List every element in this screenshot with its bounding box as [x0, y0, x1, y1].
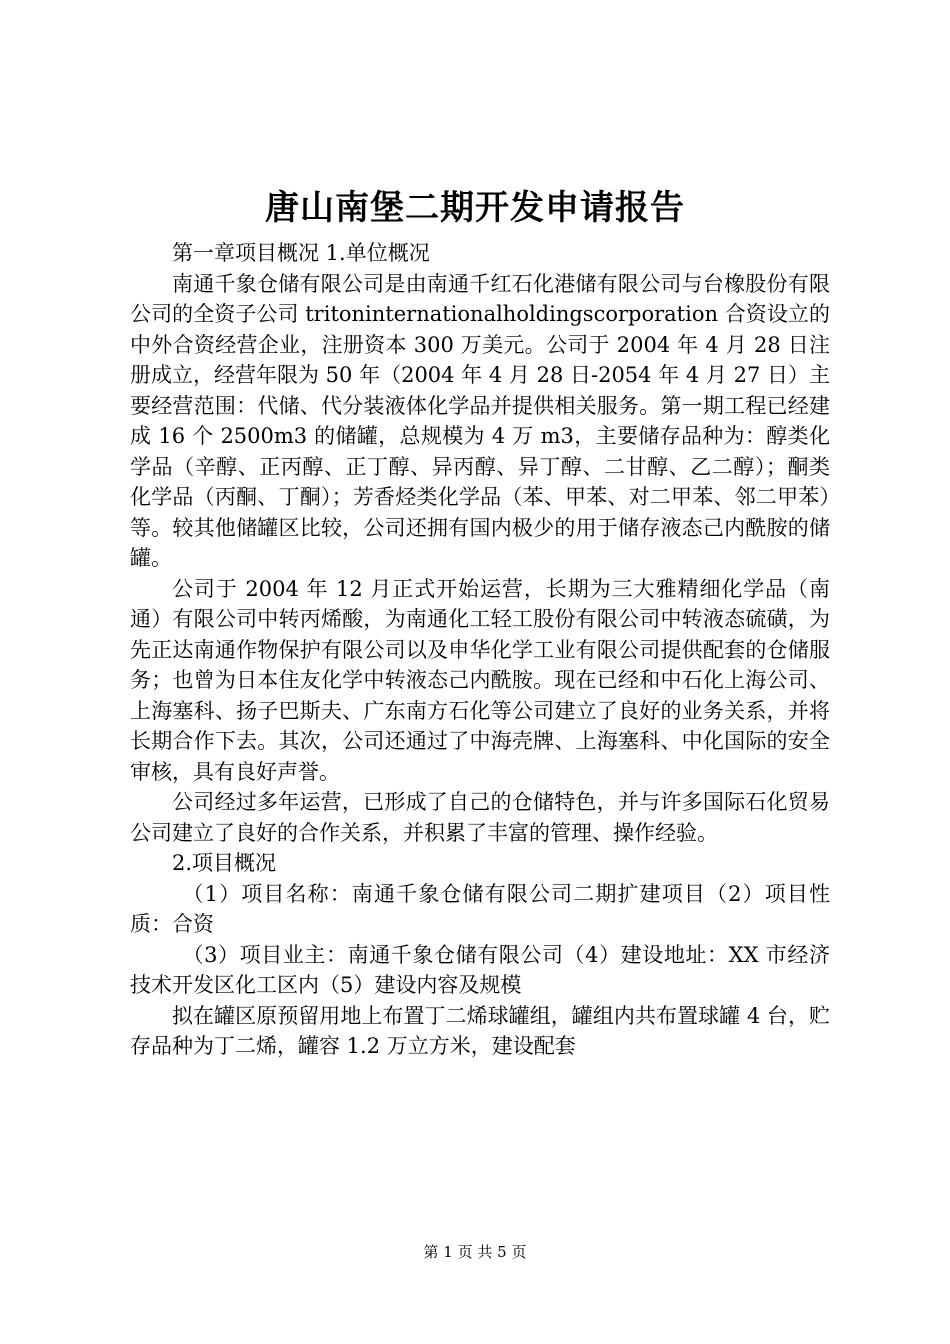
- paragraph-company-overview: 南通千象仓储有限公司是由南通千红石化港储有限公司与台橡股份有限公司的全资子公司 tritoninternationalholdingscorporation 合资设立的中外合资经营企业，注册资本 300 万美元。公司于 2004 年 4 月 28 日注册成立，经营年限为 50 年（2004 年 4 月 28 日-2054 年 4 月 27 日）主要经营范围：代储、代分装液体化学品并提供相关服务。第一期工程已经建成 16 个 2500m3 的储罐，总规模为 4 万 m3，主要储存品种为：醇类化学品（辛醇、正丙醇、正丁醇、异丙醇、异丁醇、二甘醇、乙二醇）；酮类化学品（丙酮、丁酮）；芳香烃类化学品（苯、甲苯、对二甲苯、邻二甲苯）等。较其他储罐区比较，公司还拥有国内极少的用于储存液态己内酰胺的储罐。: [130, 271, 830, 570]
- paragraph-construction: 拟在罐区原预留用地上布置丁二烯球罐组，罐组内共布置球罐 4 台，贮存品种为丁二烯，罐容 1.2 万立方米，建设配套: [130, 1003, 830, 1058]
- paragraph-project-owner: （3）项目业主：南通千象仓储有限公司（4）建设地址：XX 市经济技术开发区化工区内（5）建设内容及规模: [130, 942, 830, 997]
- paragraph-project-name: （1）项目名称：南通千象仓储有限公司二期扩建项目（2）项目性质：合资: [130, 881, 830, 936]
- document-body: [130, 238, 830, 1062]
- page-footer: 第 1 页 共 5 页: [423, 1243, 527, 1261]
- document-title: 唐山南堡二期开发申请报告: [265, 188, 685, 228]
- paragraph-chapter-heading: 第一章项目概况 1.单位概况: [172, 241, 430, 265]
- paragraph-section-heading: 2.项目概况: [172, 851, 277, 875]
- paragraph-operations: 公司于 2004 年 12 月正式开始运营，长期为三大雅精细化学品（南通）有限公司中转丙烯酸，为南通化工轻工股份有限公司中转液态硫磺，为先正达南通作物保护有限公司以及申华化学工业有限公司提供配套的仓储服务；也曾为日本住友化学中转液态己内酰胺。现在已经和中石化上海公司、上海塞科、扬子巴斯夫、广东南方石化等公司建立了良好的业务关系，并将长期合作下去。其次，公司还通过了中海壳牌、上海塞科、中化国际的安全审核，具有良好声誉。: [130, 576, 830, 784]
- paragraph-experience: 公司经过多年运营，已形成了自己的仓储特色，并与许多国际石化贸易公司建立了良好的合作关系，并积累了丰富的管理、操作经验。: [130, 790, 830, 845]
